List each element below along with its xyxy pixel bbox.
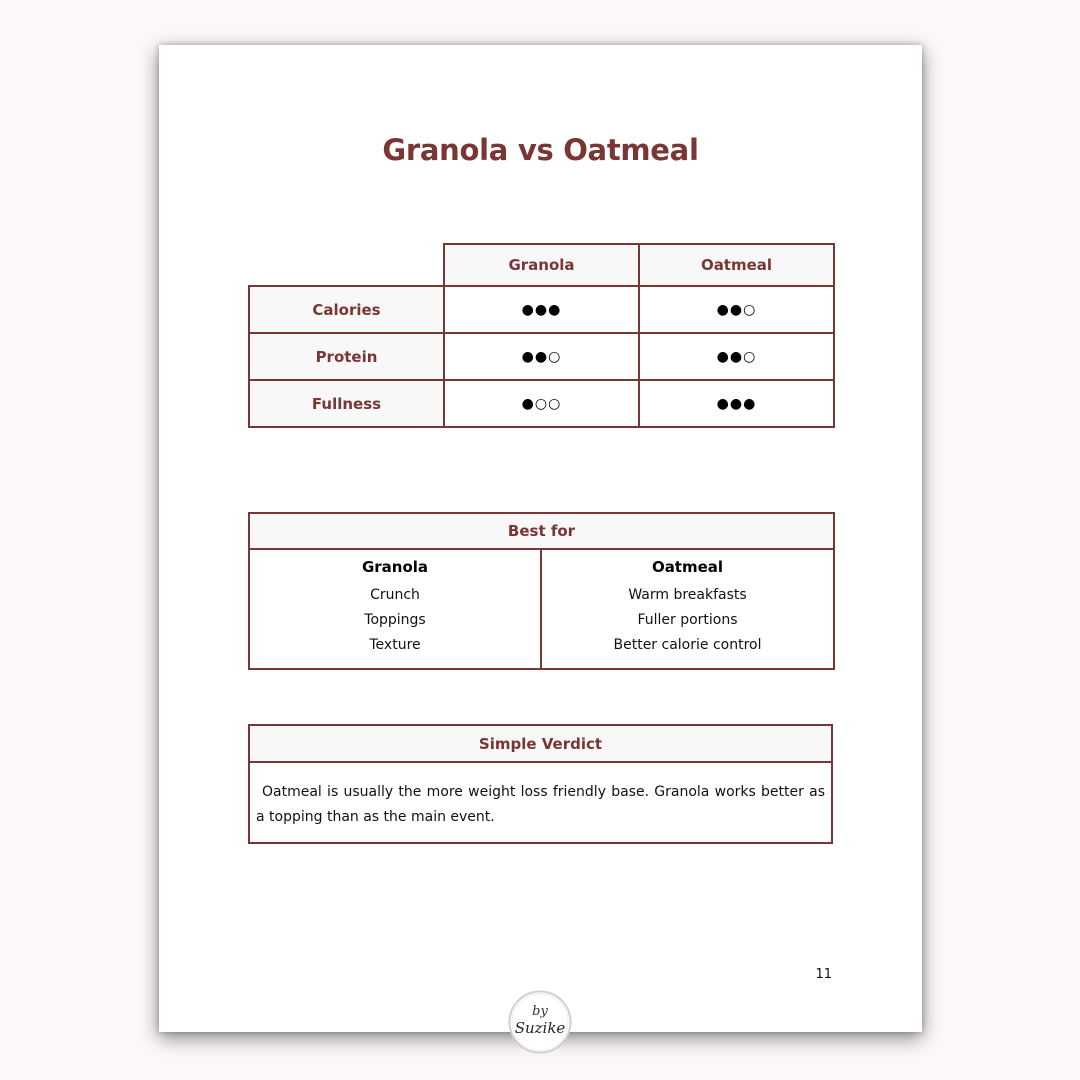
page-number: 11	[815, 967, 832, 982]
best-for-granola-title: Granola	[361, 558, 429, 576]
granola-fullness-rating: ●○○	[444, 380, 639, 427]
row-label-protein: Protein	[249, 333, 444, 380]
best-for-oatmeal-title: Oatmeal	[651, 558, 724, 576]
document-page	[159, 45, 922, 1032]
list-item: Warm breakfasts	[628, 587, 747, 603]
best-for-table	[248, 512, 835, 670]
column-header-granola: Granola	[444, 244, 639, 286]
list-item: Crunch	[370, 587, 420, 603]
comparison-header-row	[249, 244, 834, 286]
oatmeal-calories-rating: ●●○	[639, 286, 834, 333]
row-label-calories: Calories	[249, 286, 444, 333]
verdict-box	[248, 724, 833, 844]
row-label-fullness: Fullness	[249, 380, 444, 427]
granola-calories-rating: ●●●	[444, 286, 639, 333]
best-for-granola-column	[249, 549, 541, 669]
list-item: Better calorie control	[613, 637, 762, 653]
table-row	[249, 380, 834, 427]
best-for-oatmeal-column	[541, 549, 834, 669]
suzike-logo	[508, 990, 572, 1054]
verdict-heading: Simple Verdict	[249, 725, 832, 762]
best-for-heading: Best for	[249, 513, 834, 549]
verdict-text: Oatmeal is usually the more weight loss friendly base. Granola works better as a topping than as the main event.	[249, 762, 832, 843]
table-row	[249, 286, 834, 333]
oatmeal-fullness-rating: ●●●	[639, 380, 834, 427]
column-header-oatmeal: Oatmeal	[639, 244, 834, 286]
logo-by-text: by	[532, 1004, 548, 1019]
logo-name-text: Suzike	[514, 1019, 566, 1037]
list-item: Fuller portions	[637, 612, 738, 628]
oatmeal-protein-rating: ●●○	[639, 333, 834, 380]
page-title: Granola vs Oatmeal	[382, 133, 699, 167]
granola-protein-rating: ●●○	[444, 333, 639, 380]
list-item: Texture	[369, 637, 421, 653]
list-item: Toppings	[364, 612, 426, 628]
comparison-table	[248, 243, 835, 428]
table-row	[249, 333, 834, 380]
comparison-corner-cell	[249, 244, 444, 286]
